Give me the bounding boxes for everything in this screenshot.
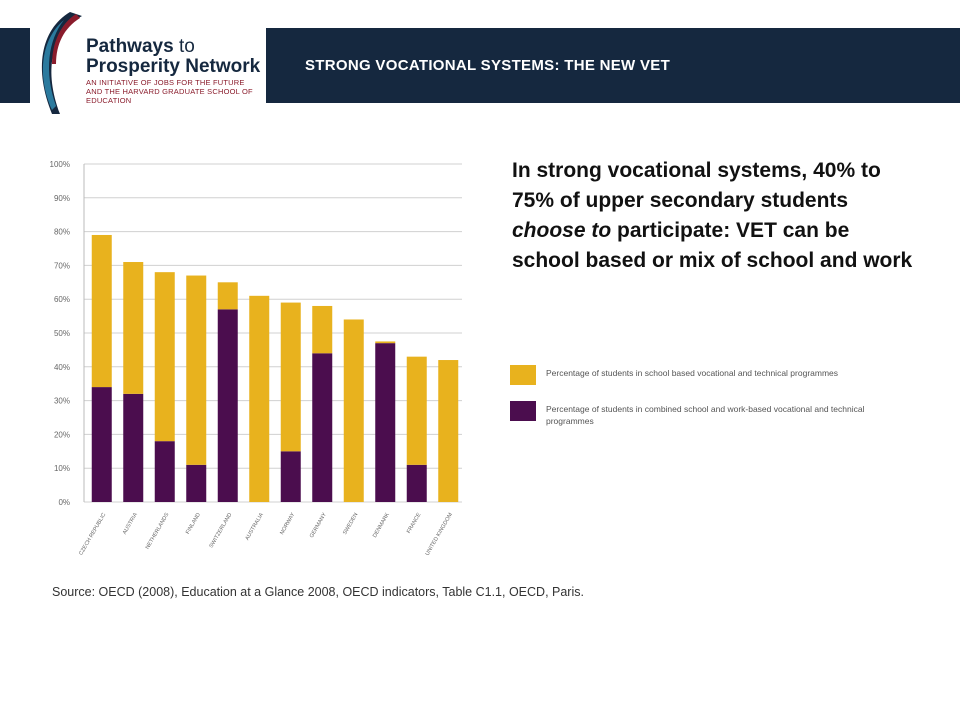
legend-label-combined: Percentage of students in combined school and work-based vocational and technical programmes: [546, 404, 865, 426]
y-tick-label: 80%: [53, 227, 70, 237]
body-text-part1: In strong vocational systems, 40% to 75% of upper secondary students: [512, 159, 881, 212]
logo-word-pathways: Pathways: [86, 36, 174, 57]
bar-school-based: [155, 272, 175, 441]
bar-combined: [375, 343, 395, 502]
bar-combined: [186, 465, 206, 502]
logo-subtitle: AN INITIATIVE OF JOBS FOR THE FUTURE AND THE HARVARD GRADUATE SCHOOL OF EDUCATION: [86, 78, 253, 105]
logo-title-line2: Prosperity Network: [86, 56, 261, 77]
x-tick-label: AUSTRIA: [121, 512, 139, 536]
bar-school-based: [249, 296, 269, 502]
slide-title: STRONG VOCATIONAL SYSTEMS: THE NEW VET: [305, 57, 671, 74]
y-tick-label: 50%: [53, 329, 70, 338]
bar-combined: [218, 309, 238, 502]
body-text-emphasis: choose to: [512, 219, 612, 242]
x-tick-label: SWEDEN: [342, 512, 360, 536]
body-text: [512, 156, 922, 276]
bar-school-based: [186, 276, 206, 465]
bar-combined: [155, 441, 175, 502]
x-tick-label: AUSTRALIA: [244, 512, 265, 542]
body-text-part2: participate: VET can be school based or mix of school and work: [512, 219, 913, 272]
bar-school-based: [312, 306, 332, 353]
bar-combined: [312, 353, 332, 502]
legend-swatch-school-based: [510, 365, 536, 385]
x-tick-label: DENMARK: [372, 512, 391, 539]
bar-school-based: [407, 357, 427, 465]
x-tick-label: GERMANY: [308, 512, 328, 540]
y-tick-label: 20%: [53, 430, 70, 440]
x-tick-label: NETHERLANDS: [144, 512, 171, 551]
y-tick-label: 90%: [53, 193, 70, 203]
y-tick-label: 10%: [53, 464, 70, 474]
bar-school-based: [344, 319, 364, 502]
y-tick-label: 0%: [58, 498, 70, 507]
x-tick-label: NORWAY: [279, 512, 297, 536]
legend-label-school-based: Percentage of students in school based vocational and technical programmes: [546, 368, 839, 378]
bar-combined: [407, 465, 427, 502]
y-tick-label: 60%: [53, 295, 70, 305]
logo: [30, 10, 266, 116]
legend-swatch-combined: [510, 401, 536, 421]
logo-arc-icon: [30, 10, 90, 116]
bar-school-based: [218, 282, 238, 309]
x-tick-label: CZECH REPUBLIC: [78, 512, 108, 557]
x-tick-label: UNITED KINGDOM: [424, 512, 454, 557]
logo-title-line1: [86, 36, 195, 58]
bar-combined: [281, 451, 301, 502]
bar-school-based: [92, 235, 112, 387]
x-tick-label: FRANCE: [405, 512, 423, 535]
bar-school-based: [123, 262, 143, 394]
bar-combined: [92, 387, 112, 502]
source-citation: Source: OECD (2008), Education at a Glance 2008, OECD indicators, Table C1.1, OECD, Paris.: [52, 585, 584, 599]
bar-school-based: [438, 360, 458, 502]
bar-combined: [123, 394, 143, 502]
stacked-bar-chart: [40, 150, 480, 570]
y-tick-label: 30%: [53, 396, 70, 406]
bar-school-based: [281, 303, 301, 452]
y-tick-label: 100%: [49, 160, 70, 169]
bar-school-based: [375, 341, 395, 343]
y-tick-label: 40%: [53, 362, 70, 372]
y-tick-label: 70%: [53, 261, 70, 271]
x-tick-label: SWITZERLAND: [208, 512, 234, 550]
logo-word-to: to: [178, 36, 195, 57]
x-tick-label: FINLAND: [185, 512, 202, 536]
